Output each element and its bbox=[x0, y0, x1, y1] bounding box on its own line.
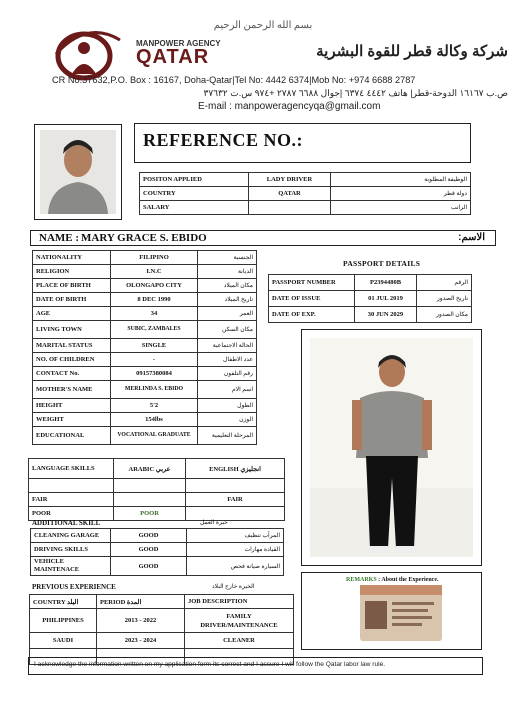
experience-country: PHILIPPINES bbox=[30, 609, 97, 633]
declaration-text: I acknowledge the information written on my application form its correct and I assure I will follow the Qatar labor law rule. bbox=[34, 661, 386, 668]
personal-value: VOCATIONAL GRADUATE bbox=[111, 427, 198, 445]
personal-value: MERLINDA S. EBIDO bbox=[111, 381, 198, 399]
passport-value: 01 JUL 2019 bbox=[355, 291, 417, 307]
reference-label: REFERENCE NO.: bbox=[143, 130, 304, 150]
skill-row bbox=[31, 543, 284, 557]
personal-label: PLACE OF BIRTH bbox=[33, 279, 111, 293]
additional-skill-title-ar: خبرة العمل bbox=[200, 520, 228, 526]
skill-arabic: المرآب تنظيف bbox=[187, 529, 284, 543]
agency-name-line2: QATAR bbox=[136, 46, 210, 68]
personal-row bbox=[33, 427, 257, 445]
personal-arabic: الجنسية bbox=[198, 251, 257, 265]
personal-label: NO. OF CHILDREN bbox=[33, 353, 111, 367]
reference-box bbox=[134, 123, 471, 163]
experience-country: SAUDI bbox=[30, 633, 97, 649]
personal-value: 8 DEC 1990 bbox=[111, 293, 198, 307]
personal-arabic: مكان السكن bbox=[198, 321, 257, 339]
english-column-header: ENGLISH انجليزي bbox=[186, 459, 285, 479]
experience-title-ar: الخبرة خارج البلاد bbox=[212, 584, 255, 590]
country-column-header: COUNTRY البلد bbox=[30, 595, 97, 609]
experience-title: PREVIOUS EXPERIENCE bbox=[32, 583, 116, 591]
name-arabic: الاسم: bbox=[458, 232, 485, 243]
personal-label: DATE OF BIRTH bbox=[33, 293, 111, 307]
arabic-column-header: ARABIC عربي bbox=[114, 459, 186, 479]
language-header-label: LANGUAGE SKILLS bbox=[29, 459, 114, 479]
passport-table bbox=[268, 274, 472, 323]
personal-label: MARITAL STATUS bbox=[33, 339, 111, 353]
applicant-photo-full bbox=[310, 338, 473, 557]
position-label: POSITON APPLIED bbox=[140, 173, 249, 187]
personal-arabic: تاريخ الميلاد bbox=[198, 293, 257, 307]
position-table bbox=[139, 172, 471, 215]
personal-label: NATIONALITY bbox=[33, 251, 111, 265]
experience-period: 2023 - 2024 bbox=[97, 633, 185, 649]
language-row-arabic: POOR bbox=[114, 507, 186, 521]
skill-row bbox=[31, 557, 284, 576]
language-row-label: FAIR bbox=[29, 493, 114, 507]
personal-value: I.N.C bbox=[111, 265, 198, 279]
passport-label: DATE OF ISSUE bbox=[269, 291, 355, 307]
personal-row bbox=[33, 265, 257, 279]
personal-arabic: مكان الميلاد bbox=[198, 279, 257, 293]
arabic-tagline: بسم الله الرحمن الرحيم bbox=[213, 20, 313, 31]
passport-row bbox=[269, 275, 472, 291]
personal-arabic: المرحلة التعليمية bbox=[198, 427, 257, 445]
passport-label: PASSPORT NUMBER bbox=[269, 275, 355, 291]
country-arabic: دولة قطر bbox=[331, 187, 471, 201]
period-column-header: PERIOD المدة bbox=[97, 595, 185, 609]
job-column-header: JOB DESCRIPTION bbox=[185, 595, 294, 609]
agency-name-line1: MANPOWER AGENCY bbox=[136, 39, 221, 48]
personal-label: HEIGHT bbox=[33, 399, 111, 413]
language-row bbox=[29, 493, 285, 507]
personal-arabic: العمر bbox=[198, 307, 257, 321]
personal-arabic: الطول bbox=[198, 399, 257, 413]
personal-arabic: الديانة bbox=[198, 265, 257, 279]
personal-value: - bbox=[111, 353, 198, 367]
personal-value: OLONGAPO CITY bbox=[111, 279, 198, 293]
language-row-english: FAIR bbox=[186, 493, 285, 507]
country-value: QATAR bbox=[249, 187, 331, 201]
agency-contact-en: CR No:37632,P.O. Box : 16167, Doha-Qatar|Tel No: 4442 6374|Mob No: +974 6688 2787 bbox=[52, 75, 416, 85]
skill-row bbox=[31, 529, 284, 543]
agency-header bbox=[48, 14, 508, 114]
additional-skill-table bbox=[30, 528, 284, 576]
skill-arabic: السيارة صيانة فحص bbox=[187, 557, 284, 576]
experience-table bbox=[29, 594, 294, 665]
remarks-text: : About the Experience. bbox=[378, 577, 439, 583]
passport-arabic: الرقم bbox=[417, 275, 472, 291]
declaration-box bbox=[28, 657, 483, 675]
personal-details-table bbox=[32, 250, 257, 445]
personal-row bbox=[33, 367, 257, 381]
passport-value: P2394480B bbox=[355, 275, 417, 291]
personal-value: SUBIC, ZAMBALES bbox=[111, 321, 198, 339]
applicant-fullbody-frame bbox=[301, 329, 482, 566]
remarks-box bbox=[301, 572, 482, 650]
passport-row bbox=[269, 291, 472, 307]
personal-value: 5'2 bbox=[111, 399, 198, 413]
position-row bbox=[140, 173, 471, 187]
experience-period: 2013 - 2022 bbox=[97, 609, 185, 633]
additional-skill-title: ADDITIONAL SKILL bbox=[32, 519, 101, 527]
applicant-photo-small bbox=[40, 130, 116, 214]
skill-label: CLEANING GARAGE bbox=[31, 529, 111, 543]
passport-arabic: تاريخ الصدور bbox=[417, 291, 472, 307]
license-card-image bbox=[360, 585, 442, 641]
agency-contact-ar: ص.ب ١٦١٦٧ الدوحة-قطر| هاتف ٤٤٤٢ ٦٣٧٤ |جوال ٦٦٨٨ ٢٧٨٧ +٩٧٤ س.ت ٣٧٦٣٢ bbox=[203, 88, 508, 98]
personal-label: EDUCATIONAL bbox=[33, 427, 111, 445]
language-row-label: POOR bbox=[29, 507, 114, 521]
personal-label: CONTACT No. bbox=[33, 367, 111, 381]
passport-arabic: مكان الصدور bbox=[417, 307, 472, 323]
applicant-photo-frame bbox=[34, 124, 122, 220]
agency-arabic-name: شركة وكالة قطر للقوة البشرية bbox=[316, 43, 508, 60]
experience-header-row bbox=[30, 595, 294, 609]
passport-label: DATE OF EXP. bbox=[269, 307, 355, 323]
name-value: MARY GRACE S. EBIDO bbox=[81, 232, 207, 244]
remarks-heading bbox=[346, 577, 439, 583]
personal-row bbox=[33, 293, 257, 307]
experience-row bbox=[30, 609, 294, 633]
personal-value: 09157380084 bbox=[111, 367, 198, 381]
language-row-arabic bbox=[114, 493, 186, 507]
remarks-label: REMARKS bbox=[346, 577, 377, 583]
personal-arabic: رقم التلفون bbox=[198, 367, 257, 381]
personal-row bbox=[33, 321, 257, 339]
personal-row bbox=[33, 413, 257, 427]
salary-value bbox=[249, 201, 331, 215]
personal-arabic: عدد الاطفال bbox=[198, 353, 257, 367]
personal-row bbox=[33, 251, 257, 265]
country-label: COUNTRY bbox=[140, 187, 249, 201]
skill-value: GOOD bbox=[111, 529, 187, 543]
personal-value: 154lbs bbox=[111, 413, 198, 427]
personal-label: WEIGHT bbox=[33, 413, 111, 427]
personal-row bbox=[33, 381, 257, 399]
salary-label: SALARY bbox=[140, 201, 249, 215]
personal-value: 34 bbox=[111, 307, 198, 321]
skill-arabic: القيادة مهارات bbox=[187, 543, 284, 557]
position-arabic: الوظيفة المطلوبة bbox=[331, 173, 471, 187]
personal-row bbox=[33, 399, 257, 413]
language-table bbox=[28, 458, 285, 521]
personal-row bbox=[33, 339, 257, 353]
personal-label: AGE bbox=[33, 307, 111, 321]
personal-label: MOTHER'S NAME bbox=[33, 381, 111, 399]
personal-row bbox=[33, 279, 257, 293]
passport-row bbox=[269, 307, 472, 323]
salary-row bbox=[140, 201, 471, 215]
salary-arabic: الراتب bbox=[331, 201, 471, 215]
agency-email: E-mail : manpoweragencyqa@gmail.com bbox=[198, 101, 381, 112]
name-bar bbox=[30, 230, 496, 246]
experience-job: CLEANER bbox=[185, 633, 294, 649]
name-label: NAME : bbox=[39, 232, 80, 244]
skill-value: GOOD bbox=[111, 543, 187, 557]
country-row bbox=[140, 187, 471, 201]
skill-label: VEHICLE MAINTENACE bbox=[31, 557, 111, 576]
passport-title: PASSPORT DETAILS bbox=[343, 259, 421, 268]
personal-label: RELIGION bbox=[33, 265, 111, 279]
experience-row bbox=[30, 633, 294, 649]
personal-arabic: الوزن bbox=[198, 413, 257, 427]
personal-row bbox=[33, 307, 257, 321]
language-header-row bbox=[29, 459, 285, 479]
skill-value: GOOD bbox=[111, 557, 187, 576]
personal-row bbox=[33, 353, 257, 367]
personal-arabic: الحالة الاجتماعية bbox=[198, 339, 257, 353]
personal-value: FILIPINO bbox=[111, 251, 198, 265]
passport-value: 30 JUN 2029 bbox=[355, 307, 417, 323]
position-value: LADY DRIVER bbox=[249, 173, 331, 187]
personal-value: SINGLE bbox=[111, 339, 198, 353]
skill-label: DRIVING SKILLS bbox=[31, 543, 111, 557]
personal-label: LIVING TOWN bbox=[33, 321, 111, 339]
personal-arabic: اسم الام bbox=[198, 381, 257, 399]
experience-job: FAMILY DRIVER/MAINTENANCE bbox=[185, 609, 294, 633]
